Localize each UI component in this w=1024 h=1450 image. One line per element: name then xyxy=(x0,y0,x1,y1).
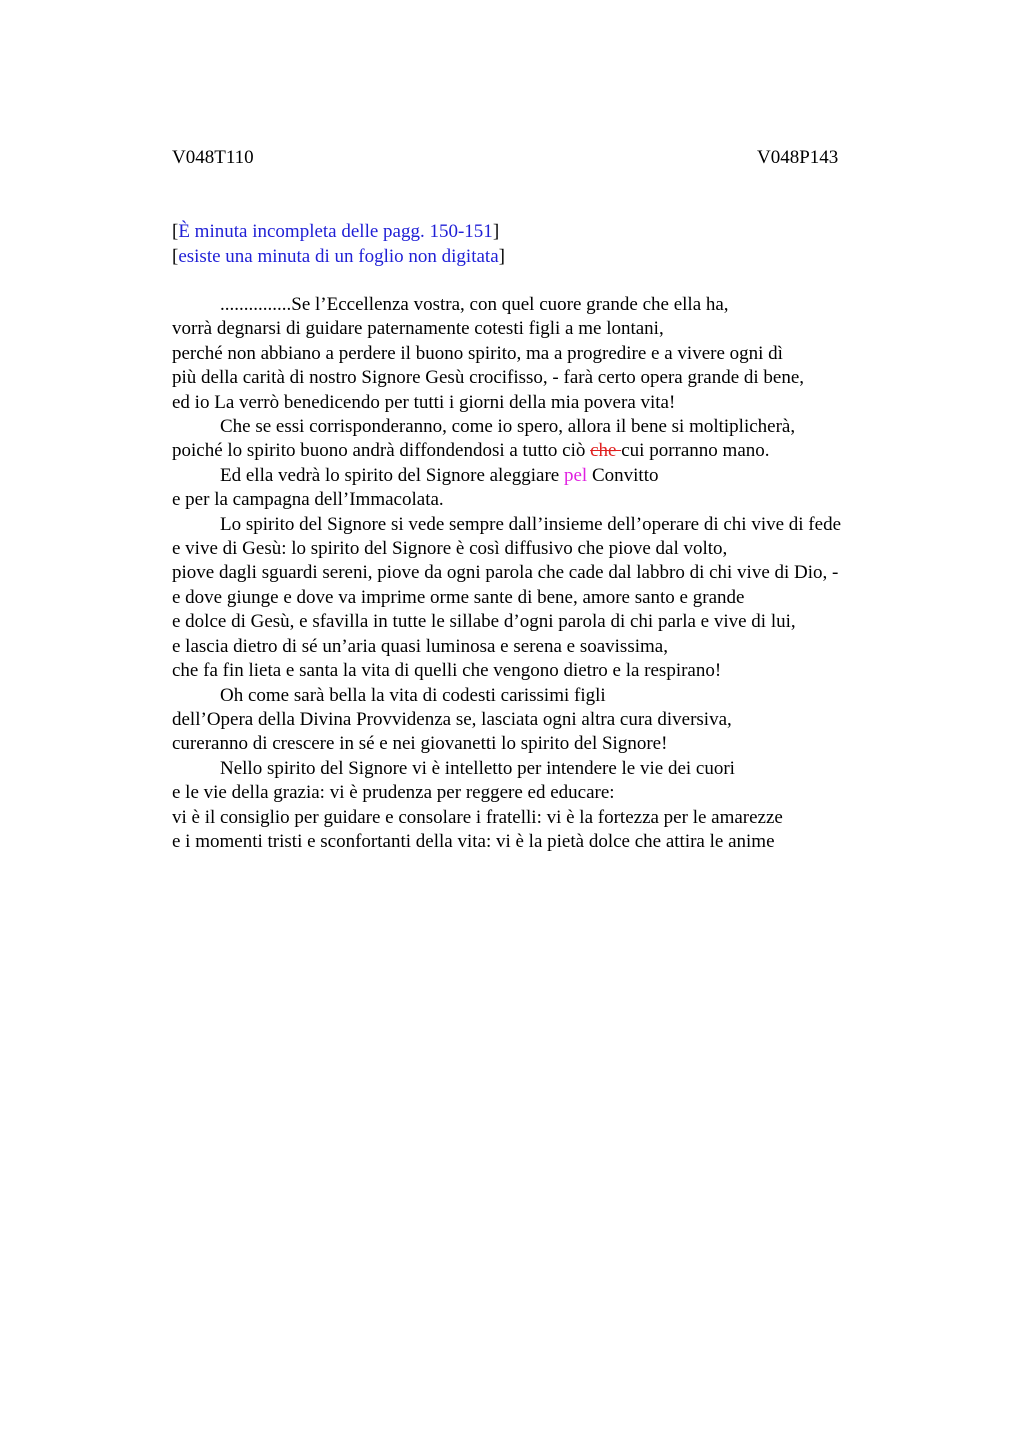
text-line: Lo spirito del Signore si vede sempre dall’insieme dell’operare di chi vive di fede xyxy=(220,513,841,535)
text-line: e le vie della grazia: vi è prudenza per reggere ed educare: xyxy=(172,782,615,804)
letter-body xyxy=(172,293,932,854)
document-code-left: V048T110 xyxy=(172,147,254,168)
text-line: ed io La verrò benedicendo per tutti i giorni della mia povera vita! xyxy=(172,391,676,413)
text-line: e dolce di Gesù, e sfavilla in tutte le sillabe d’ogni parola di chi parla e vive di lui, xyxy=(172,611,796,633)
text-segment: Ed ella vedrà lo spirito del Signore aleggiare xyxy=(220,464,564,486)
text-line: più della carità di nostro Signore Gesù crocifisso, - farà certo opera grande di bene, xyxy=(172,367,805,389)
editorial-note: [esiste una minuta di un foglio non digitata] xyxy=(172,245,505,267)
text-line: Oh come sarà bella la vita di codesti carissimi figli xyxy=(220,684,606,706)
deleted-word: che xyxy=(590,440,622,462)
text-segment: cui porranno mano. xyxy=(621,440,770,462)
text-line: Nello spirito del Signore vi è intelletto per intendere le vie dei cuori xyxy=(220,757,735,779)
text-line xyxy=(172,464,932,488)
text-line: vi è il consiglio per guidare e consolare i fratelli: vi è la fortezza per le amarezze xyxy=(172,806,783,828)
inserted-word: pel xyxy=(564,464,588,486)
text-line: dell’Opera della Divina Provvidenza se, lasciata ogni altra cura diversiva, xyxy=(172,708,732,730)
text-line: e lascia dietro di sé un’aria quasi luminosa e serena e soavissima, xyxy=(172,635,668,657)
text-line: che fa fin lieta e santa la vita di quelli che vengono dietro e la respirano! xyxy=(172,660,722,682)
note-text: È minuta incompleta delle pagg. 150-151 xyxy=(178,221,493,242)
text-line: piove dagli sguardi sereni, piove da ogni parola che cade dal labbro di chi vive di Dio, - xyxy=(172,562,839,584)
text-line: e i momenti tristi e sconfortanti della vita: vi è la pietà dolce che attira le anime xyxy=(172,830,775,852)
text-line: e vive di Gesù: lo spirito del Signore è così diffusivo che piove dal volto, xyxy=(172,538,728,560)
text-line: e per la campagna dell’Immacolata. xyxy=(172,489,444,511)
text-line: Che se essi corrisponderanno, come io spero, allora il bene si moltiplicherà, xyxy=(220,416,796,438)
text-line: cureranno di crescere in sé e nei giovanetti lo spirito del Signore! xyxy=(172,733,668,755)
note-text: esiste una minuta di un foglio non digitata xyxy=(178,245,499,267)
text-line: ...............Se l’Eccellenza vostra, con quel cuore grande che ella ha, xyxy=(220,294,729,315)
editorial-notes xyxy=(172,220,505,269)
text-line: perché non abbiano a perdere il buono spirito, ma a progredire e a vivere ogni dì xyxy=(172,342,783,364)
page-code-right: V048P143 xyxy=(757,147,839,168)
text-segment: poiché lo spirito buono andrà diffondendosi a tutto ciò xyxy=(172,440,591,462)
text-segment: Convitto xyxy=(587,464,659,486)
editorial-note: [È minuta incompleta delle pagg. 150-151] xyxy=(172,221,500,242)
text-line: e dove giunge e dove va imprime orme sante di bene, amore santo e grande xyxy=(172,586,745,608)
text-line xyxy=(172,439,932,463)
text-line: vorrà degnarsi di guidare paternamente cotesti figli a me lontani, xyxy=(172,318,664,340)
